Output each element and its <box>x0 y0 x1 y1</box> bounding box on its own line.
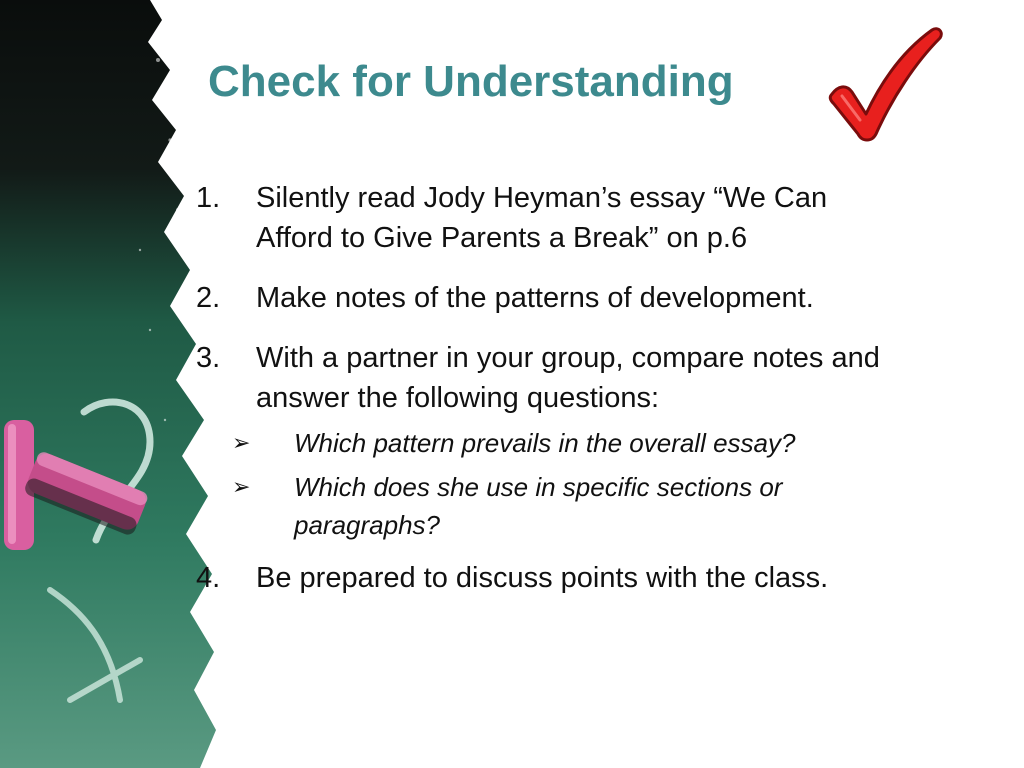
list-item-2 <box>196 278 1004 318</box>
list-item-text: answer the following questions: <box>256 382 660 414</box>
list-item-3 <box>196 338 1004 544</box>
list-item-number: 1. <box>196 182 221 214</box>
list-item-number: 4. <box>196 562 221 594</box>
sub-item-1 <box>232 424 1004 462</box>
sub-item-text: paragraphs? <box>294 510 440 540</box>
arrow-bullet-icon: ➢ <box>232 474 251 499</box>
list-item-text: With a partner in your group, compare notes and <box>256 342 880 374</box>
sub-item-text: Which does she use in specific sections or <box>294 472 783 502</box>
list-item-1 <box>196 178 1004 258</box>
list-item-number: 3. <box>196 342 221 374</box>
list-item-text: Be prepared to discuss points with the class. <box>256 562 829 594</box>
checkmark-icon <box>820 22 945 147</box>
numbered-list <box>196 178 1004 618</box>
list-item-4 <box>196 558 1004 598</box>
list-item-text: Make notes of the patterns of development. <box>256 282 814 314</box>
list-item-text: Silently read Jody Heyman’s essay “We Can <box>256 182 828 214</box>
slide-title: Check for Understanding <box>208 57 734 106</box>
arrow-bullet-icon: ➢ <box>232 430 251 455</box>
list-item-number: 2. <box>196 282 221 314</box>
sub-item-text: Which pattern prevails in the overall essay? <box>294 428 796 458</box>
list-item-text: Afford to Give Parents a Break” on p.6 <box>256 222 748 254</box>
sub-item-2 <box>232 468 1004 544</box>
sub-list <box>232 424 1004 544</box>
